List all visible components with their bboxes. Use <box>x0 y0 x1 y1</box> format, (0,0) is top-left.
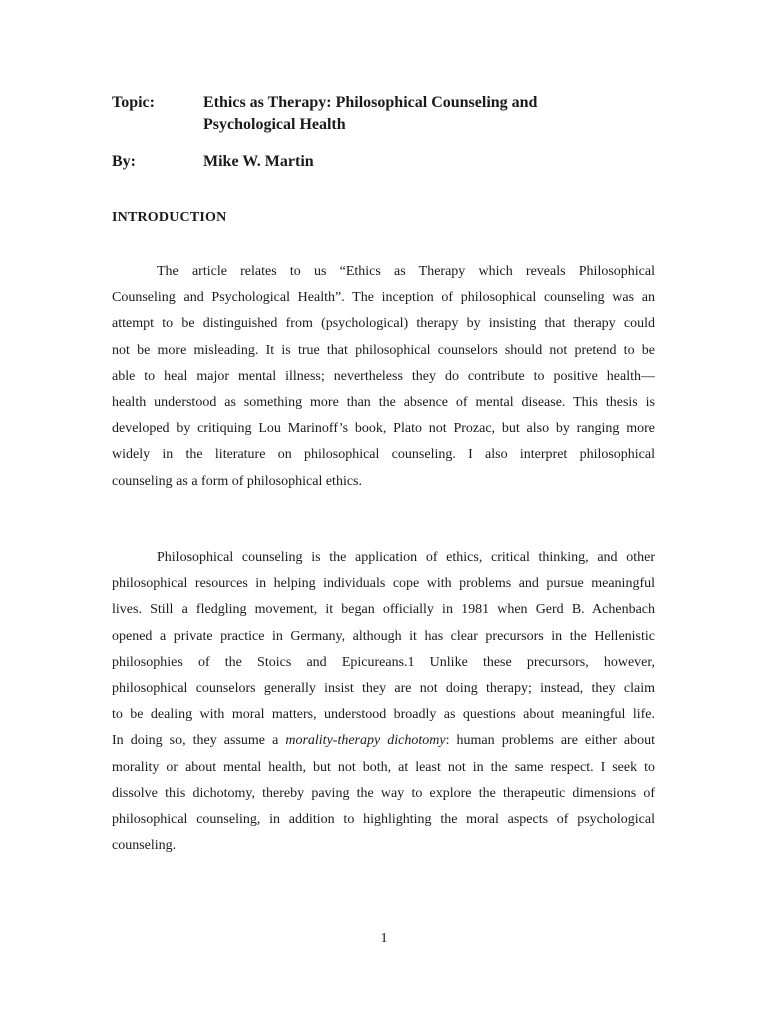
text-line: Counseling and Psychological Health”. The inception of philosophical counseling was an <box>112 290 655 306</box>
text-line: attempt to be distinguished from (psychological) therapy by insisting that therapy could <box>112 316 655 332</box>
author-name: Mike W. Martin <box>203 153 314 170</box>
text-line: developed by critiquing Lou Marinoff’s book, Plato not Prozac, but also by ranging more <box>112 421 655 437</box>
text-line: philosophical counseling, in addition to highlighting the moral aspects of psychological <box>112 811 655 827</box>
text-line: not be more misleading. It is true that philosophical counselors should not pretend to be <box>112 342 655 358</box>
text-line: health understood as something more than the absence of mental disease. This thesis is <box>112 394 655 410</box>
text-line: morality or about mental health, but not both, at least not in the same respect. I seek to <box>112 759 655 775</box>
section-heading: INTRODUCTION <box>112 210 227 225</box>
text-line: philosophical resources in helping individuals cope with problems and pursue meaningful <box>112 576 655 592</box>
text-line: philosophies of the Stoics and Epicureans.1 Unlike these precursors, however, <box>112 654 655 670</box>
text-run: : human problems are either about <box>445 733 656 749</box>
topic-title <box>203 92 663 136</box>
text-line: counseling. <box>112 838 177 854</box>
text-line: Philosophical counseling is the application of ethics, critical thinking, and other <box>157 550 655 565</box>
page-number: 1 <box>380 931 388 946</box>
paragraph-2 <box>112 545 655 859</box>
by-label: By: <box>112 153 136 170</box>
text-line: to be dealing with moral matters, understood broadly as questions about meaningful life. <box>112 707 655 723</box>
emphasized-term: morality-therapy dichotomy <box>285 733 446 749</box>
text-line: lives. Still a fledgling movement, it began officially in 1981 when Gerd B. Achenbach <box>112 602 655 618</box>
text-line: dissolve this dichotomy, thereby paving the way to explore the therapeutic dimensions of <box>112 785 655 801</box>
topic-title-line: Ethics as Therapy: Philosophical Counseling and <box>203 94 538 111</box>
text-line-with-emphasis <box>112 728 655 754</box>
paragraph-1 <box>112 259 655 495</box>
text-line: able to heal major mental illness; nevertheless they do contribute to positive health— <box>112 368 655 384</box>
text-line: philosophical counselors generally insist they are not doing therapy; instead, they claim <box>112 680 655 696</box>
text-line: opened a private practice in Germany, although it has clear precursors in the Hellenistic <box>112 628 655 644</box>
topic-title-line: Psychological Health <box>203 116 346 133</box>
topic-label: Topic: <box>112 94 155 111</box>
text-line: The article relates to us “Ethics as Therapy which reveals Philosophical <box>157 264 655 279</box>
text-run: In doing so, they assume a <box>112 733 286 749</box>
text-line: counseling as a form of philosophical ethics. <box>112 473 362 489</box>
text-line: widely in the literature on philosophical counseling. I also interpret philosophical <box>112 447 655 463</box>
